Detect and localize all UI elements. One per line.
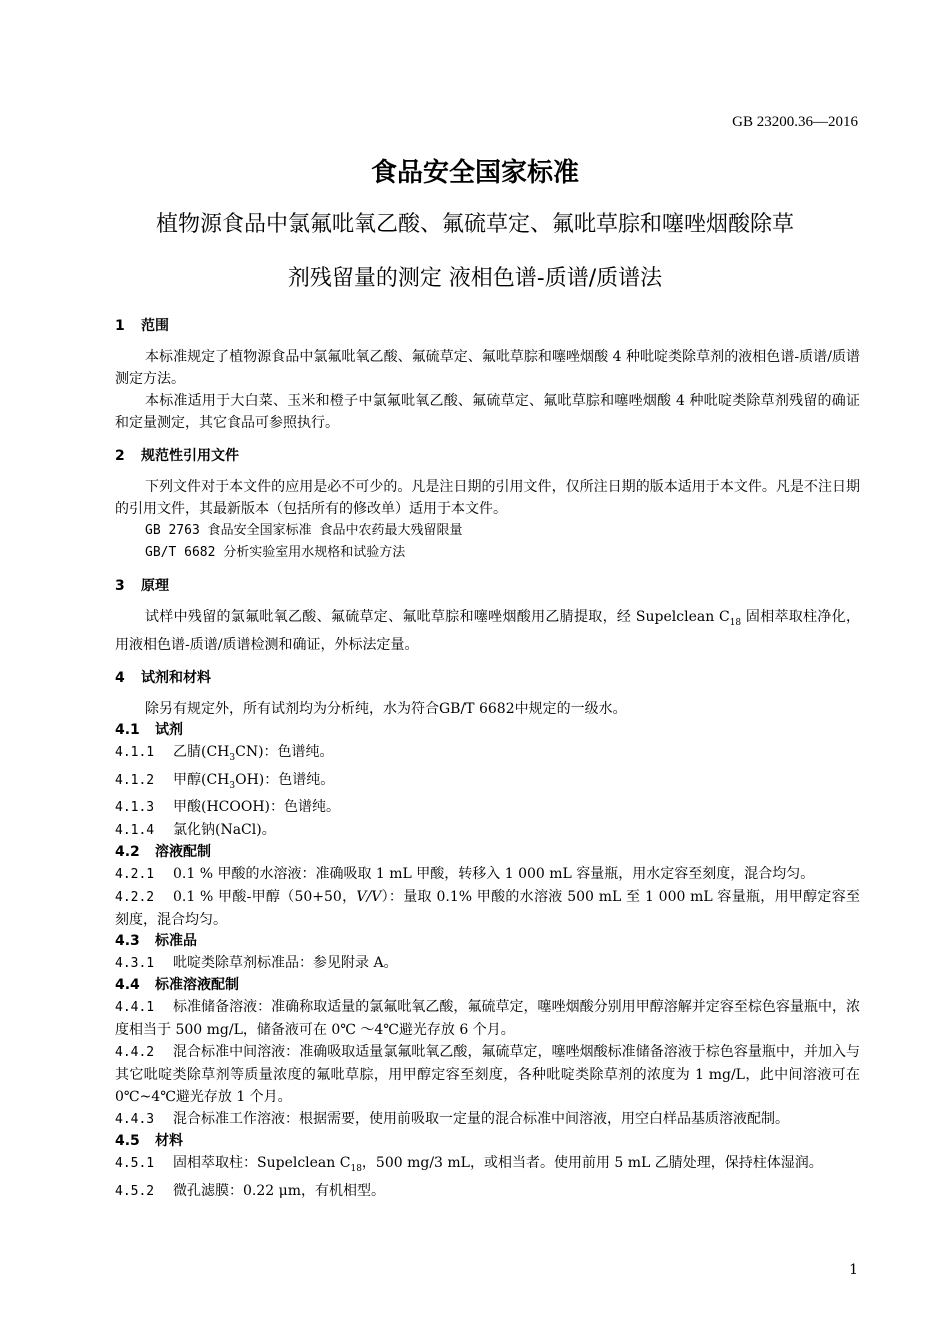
subsection-title: 标准品 — [155, 933, 197, 950]
subsection-heading — [115, 975, 860, 996]
text-run: 甲醇(CH — [173, 771, 230, 788]
subsection-heading — [115, 842, 860, 863]
paragraph: 下列文件对于本文件的应用是必不可少的。凡是注日期的引用文件，仅所注日期的版本适用于本文件。凡是不注日期的引用文件，其最新版本（包括所有的修改单）适用于本文件。 — [115, 479, 860, 517]
clause-item — [115, 1108, 860, 1131]
clause-text: 混合标准工作溶液：根据需要，使用前吸取一定量的混合标准中间溶液，用空白样品基质溶液配制。 — [173, 1111, 789, 1128]
clause-number: 4.1.3 — [115, 800, 155, 816]
clause-number: 4.5.1 — [115, 1156, 155, 1172]
subsection-heading — [115, 931, 860, 952]
document-subtitle — [0, 198, 950, 306]
reference-item: GB/T 6682 分析实验室用水规格和试验方法 — [145, 545, 406, 560]
section-heading-scope — [115, 316, 860, 336]
clause-text: 标准储备溶液：准确称取适量的氯氟吡氧乙酸，氟硫草定，噻唑烟酸分别用甲醇溶解并定容至棕色容量瓶中，浓度相当于 500 mg/L，储备液可在 0℃ ～4℃避光存放 6 个月。 — [115, 999, 860, 1039]
clause-item — [115, 996, 860, 1041]
paragraph — [115, 606, 860, 656]
clause-item — [115, 741, 860, 769]
clause-text: 0.1 % 甲酸的水溶液：准确吸取 1 mL 甲酸，转移入 1 000 mL 容量瓶，用水定容至刻度，混合均匀。 — [173, 866, 815, 883]
clause-item — [115, 1180, 860, 1203]
section-title: 原理 — [141, 578, 169, 594]
section-number: 3 — [115, 578, 125, 594]
subscript: 3 — [229, 780, 236, 791]
clause-number: 4.2.2 — [115, 890, 155, 906]
clause-number: 4.5.2 — [115, 1184, 155, 1200]
text-run: 乙腈(CH — [173, 743, 230, 760]
italic-text: V/V — [356, 889, 382, 906]
clause-item — [115, 952, 860, 975]
clause-number: 4.1.2 — [115, 772, 155, 788]
clause-number: 4.1.1 — [115, 744, 155, 760]
clause-text: 氯化钠(NaCl)。 — [173, 822, 276, 839]
document-title: 食品安全国家标准 — [370, 158, 579, 188]
subscript: 18 — [729, 617, 742, 628]
subsection-title: 标准溶液配制 — [155, 977, 239, 994]
clause-number: 4.3.1 — [115, 956, 155, 972]
clause-number: 4.4.3 — [115, 1112, 155, 1128]
section-number: 4 — [115, 669, 125, 686]
subsection-heading — [115, 720, 860, 741]
section-heading-reagents — [115, 668, 860, 688]
document-body — [115, 316, 860, 1203]
clause-number: 4.4.1 — [115, 1000, 155, 1016]
subscript: 3 — [229, 752, 236, 763]
subsection-title: 材料 — [155, 1133, 183, 1150]
paragraph: 除另有规定外，所有试剂均为分析纯，水为符合GB/T 6682中规定的一级水。 — [145, 700, 627, 717]
subscript: 18 — [350, 1164, 362, 1175]
text-run: 0.1 % 甲酸-甲醇（50+50， — [173, 889, 357, 906]
section-heading-normative-references — [115, 446, 860, 466]
clause-item — [115, 819, 860, 842]
section-title: 试剂和材料 — [141, 669, 211, 686]
clause-item — [115, 796, 860, 819]
section-number: 2 — [115, 448, 125, 464]
clause-item — [115, 886, 860, 931]
clause-text: 吡啶类除草剂标准品：参见附录 A。 — [173, 955, 398, 972]
standard-number: GB 23200.36—2016 — [732, 114, 858, 130]
text-run: CN)：色谱纯。 — [235, 743, 334, 760]
section-number: 1 — [115, 318, 125, 334]
clause-item — [115, 769, 860, 797]
subsection-title: 溶液配制 — [155, 844, 211, 861]
text-run: ，500 mg/3 mL，或相当者。使用前用 5 mL 乙腈处理，保持柱体湿润。 — [361, 1155, 823, 1172]
clause-text: 甲酸(HCOOH)：色谱纯。 — [173, 799, 341, 816]
clause-item — [115, 1152, 860, 1180]
clause-text: 微孔滤膜：0.22 μm，有机相型。 — [173, 1183, 385, 1200]
subsection-number: 4.3 — [115, 933, 140, 950]
page-number: 1 — [849, 1262, 858, 1278]
subsection-number: 4.1 — [115, 721, 140, 738]
clause-item — [115, 863, 860, 886]
subsection-number: 4.2 — [115, 844, 140, 861]
subtitle-line-1: 植物源食品中氯氟吡氧乙酸、氟硫草定、氟吡草腙和噻唑烟酸除草 — [155, 212, 794, 237]
text-run: 固相萃取柱：Supelclean C — [173, 1155, 351, 1172]
subsection-heading — [115, 1131, 860, 1152]
text-run: 固相萃取柱净化，用液相色谱-质谱/质谱检测和确证，外标法定量。 — [115, 609, 860, 653]
text-run: OH)：色谱纯。 — [235, 771, 335, 788]
subtitle-line-2: 剂残留量的测定 液相色谱-质谱/质谱法 — [287, 266, 663, 291]
clause-number: 4.4.2 — [115, 1045, 155, 1061]
subsection-number: 4.4 — [115, 977, 140, 994]
section-title: 范围 — [141, 318, 169, 334]
section-heading-principle — [115, 576, 860, 596]
subsection-title: 试剂 — [155, 721, 183, 738]
reference-item: GB 2763 食品安全国家标准 食品中农药最大残留限量 — [145, 523, 463, 538]
clause-text: 混合标准中间溶液：准确吸取适量氯氟吡氧乙酸，氟硫草定，噻唑烟酸标准储备溶液于棕色容量瓶中，并加入与其它吡啶类除草剂等质量浓度的氟吡草腙，用甲醇定容至刻度，各种吡啶类除草剂的浓度为 1 mg/L，此中间溶液可在 0℃~4℃避光存放 1 个月。 — [115, 1044, 860, 1106]
text-run: 试样中残留的氯氟吡氧乙酸、氟硫草定、氟吡草腙和噻唑烟酸用乙腈提取，经 Supelclean C — [145, 609, 730, 625]
clause-number: 4.1.4 — [115, 823, 155, 839]
clause-number: 4.2.1 — [115, 867, 155, 883]
subsection-number: 4.5 — [115, 1133, 140, 1150]
paragraph: 本标准规定了植物源食品中氯氟吡氧乙酸、氟硫草定、氟吡草腙和噻唑烟酸 4 种吡啶类除草剂的液相色谱-质谱/质谱测定方法。 — [115, 349, 860, 387]
section-title: 规范性引用文件 — [141, 448, 239, 464]
text-run: ）：量取 0.1% 甲酸的水溶液 500 mL 至 1 000 mL 容量瓶，用甲醇定容至刻度，混合均匀。 — [115, 889, 860, 929]
paragraph: 本标准适用于大白菜、玉米和橙子中氯氟吡氧乙酸、氟硫草定、氟吡草腙和噻唑烟酸 4 种吡啶类除草剂残留的确证和定量测定，其它食品可参照执行。 — [115, 393, 860, 431]
clause-item — [115, 1041, 860, 1108]
